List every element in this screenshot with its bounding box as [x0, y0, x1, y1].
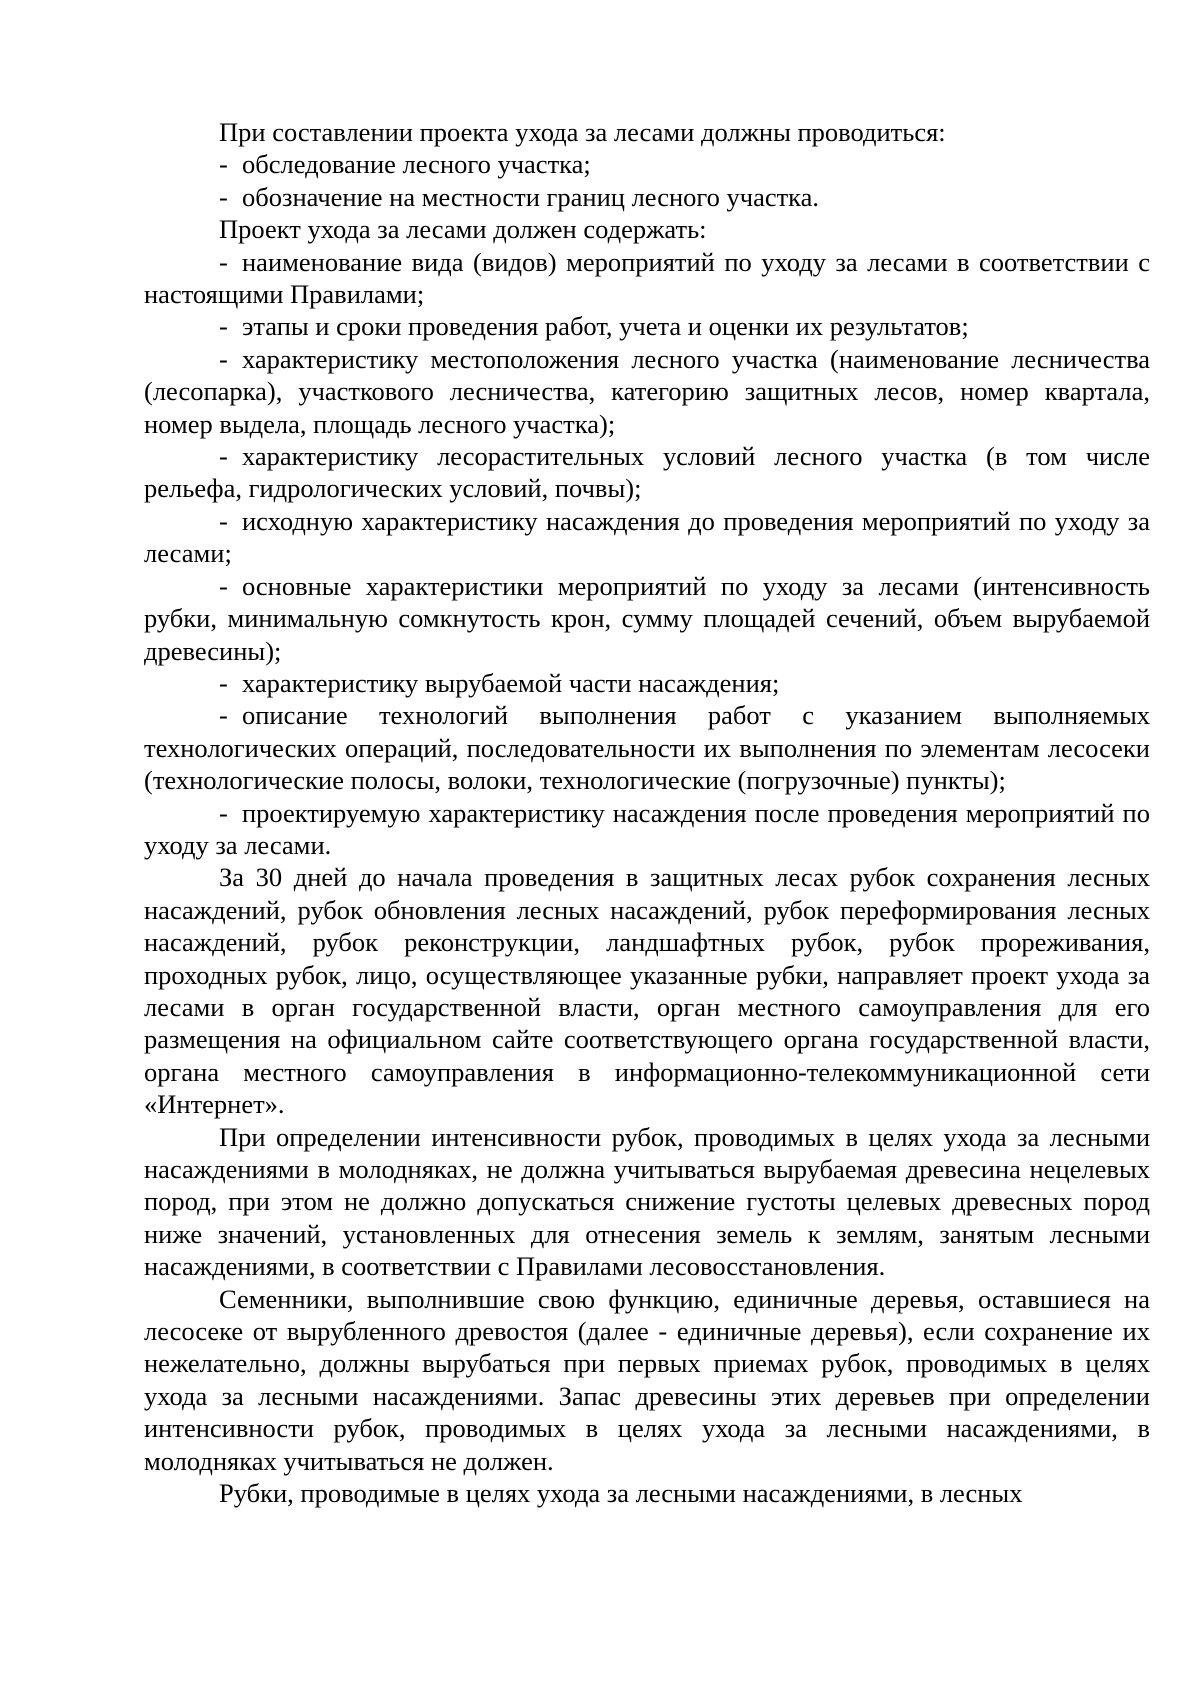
list-item: - обозначение на местности границ лесного участка.: [219, 181, 820, 212]
content-item-text: характеристику вырубаемой части насаждения;: [242, 667, 780, 698]
intro-contents-paragraph: Проект ухода за лесами должен содержать:: [219, 214, 707, 245]
content-item-text: описание технологий выполнения работ с указанием выполняемых технологических операций, последовательности их выполнения по элементам лесосеки (технологические полосы, волоки, технологические (погрузочные) пункты);: [144, 700, 1150, 796]
paragraph-last: Рубки, проводимые в целях ухода за лесными насаждениями, в лесных: [219, 1478, 1023, 1509]
list-item: - наименование вида (видов) мероприятий по уходу за лесами в соответствии с настоящими Правилами;: [144, 246, 1150, 310]
list-item: - исходную характеристику насаждения до проведения мероприятий по уходу за лесами;: [144, 505, 1150, 569]
list-item: - обследование лесного участка;: [219, 149, 591, 180]
content-item-text: исходную характеристику насаждения до проведения мероприятий по уходу за лесами;: [144, 505, 1150, 569]
survey-item-text: обследование лесного участка;: [242, 149, 591, 180]
paragraph-seed-trees: Семенники, выполнившие свою функцию, единичные деревья, оставшиеся на лесосеке от вырубленного древостоя (далее - единичные деревья), если сохранение их нежелательно, должны вырубаться при первых приемах рубок, проводимых в целях ухода за лесными насаждениями. Запас древесины этих деревьев при определении интенсивности рубок, проводимых в целях ухода за лесными насаждениями, в молодняках учитываться не должен.: [144, 1283, 1150, 1476]
paragraph-30-days: За 30 дней до начала проведения в защитных лесах рубок сохранения лесных насаждений, рубок обновления лесных насаждений, рубок переформирования лесных насаждений, рубок реконструкции, ландшафтных рубок, рубок прореживания, проходных рубок, лицо, осуществляющее указанные рубки, направляет проект ухода за лесами в орган государственной власти, орган местного самоуправления для его размещения на официальном сайте соответствующего органа государственной власти, органа местного самоуправления в информационно-телекоммуникационной сети «Интернет».: [144, 862, 1150, 1120]
list-item: - характеристику лесорастительных условий лесного участка (в том числе рельефа, гидрологических условий, почвы);: [144, 441, 1150, 504]
document-page: [144, 116, 1150, 1509]
content-item-text: характеристику местоположения лесного участка (наименование лесничества (лесопарка), участкового лесничества, категорию защитных лесов, номер квартала, номер выдела, площадь лесного участка);: [144, 343, 1150, 439]
list-item: - характеристику вырубаемой части насаждения;: [219, 667, 780, 698]
survey-item-text: обозначение на местности границ лесного участка.: [242, 181, 820, 212]
list-item: - описание технологий выполнения работ с указанием выполняемых технологических операций, последовательности их выполнения по элементам лесосеки (технологические полосы, волоки, технологические (погрузочные) пункты);: [144, 700, 1150, 796]
list-item: - характеристику местоположения лесного участка (наименование лесничества (лесопарка), участкового лесничества, категорию защитных лесов, номер квартала, номер выдела, площадь лесного участка);: [144, 343, 1150, 439]
content-item-text: этапы и сроки проведения работ, учета и оценки их результатов;: [242, 311, 969, 342]
content-item-text: характеристику лесорастительных условий лесного участка (в том числе рельефа, гидрологических условий, почвы);: [144, 441, 1150, 504]
intro-survey-paragraph: При составлении проекта ухода за лесами должны проводиться:: [219, 117, 946, 147]
list-item: - основные характеристики мероприятий по уходу за лесами (интенсивность рубки, минимальную сомкнутость крон, сумму площадей сечений, объем вырубаемой древесины);: [144, 570, 1150, 666]
list-item: - этапы и сроки проведения работ, учета и оценки их результатов;: [219, 311, 969, 342]
paragraph-intensity: При определении интенсивности рубок, проводимых в целях ухода за лесными насаждениями в молодняках, не должна учитываться вырубаемая древесина нецелевых пород, при этом не должно допускаться снижение густоты целевых древесных пород ниже значений, установленных для отнесения земель к землям, занятым лесными насаждениями, в соответствии с Правилами лесовосстановления.: [144, 1121, 1150, 1282]
content-item-text: наименование вида (видов) мероприятий по уходу за лесами в соответствии с настоящими Правилами;: [144, 246, 1150, 310]
list-item: - проектируемую характеристику насаждения после проведения мероприятий по уходу за лесами.: [144, 797, 1150, 860]
content-item-text: основные характеристики мероприятий по уходу за лесами (интенсивность рубки, минимальную сомкнутость крон, сумму площадей сечений, объем вырубаемой древесины);: [144, 570, 1150, 666]
content-item-text: проектируемую характеристику насаждения после проведения мероприятий по уходу за лесами.: [144, 797, 1150, 860]
